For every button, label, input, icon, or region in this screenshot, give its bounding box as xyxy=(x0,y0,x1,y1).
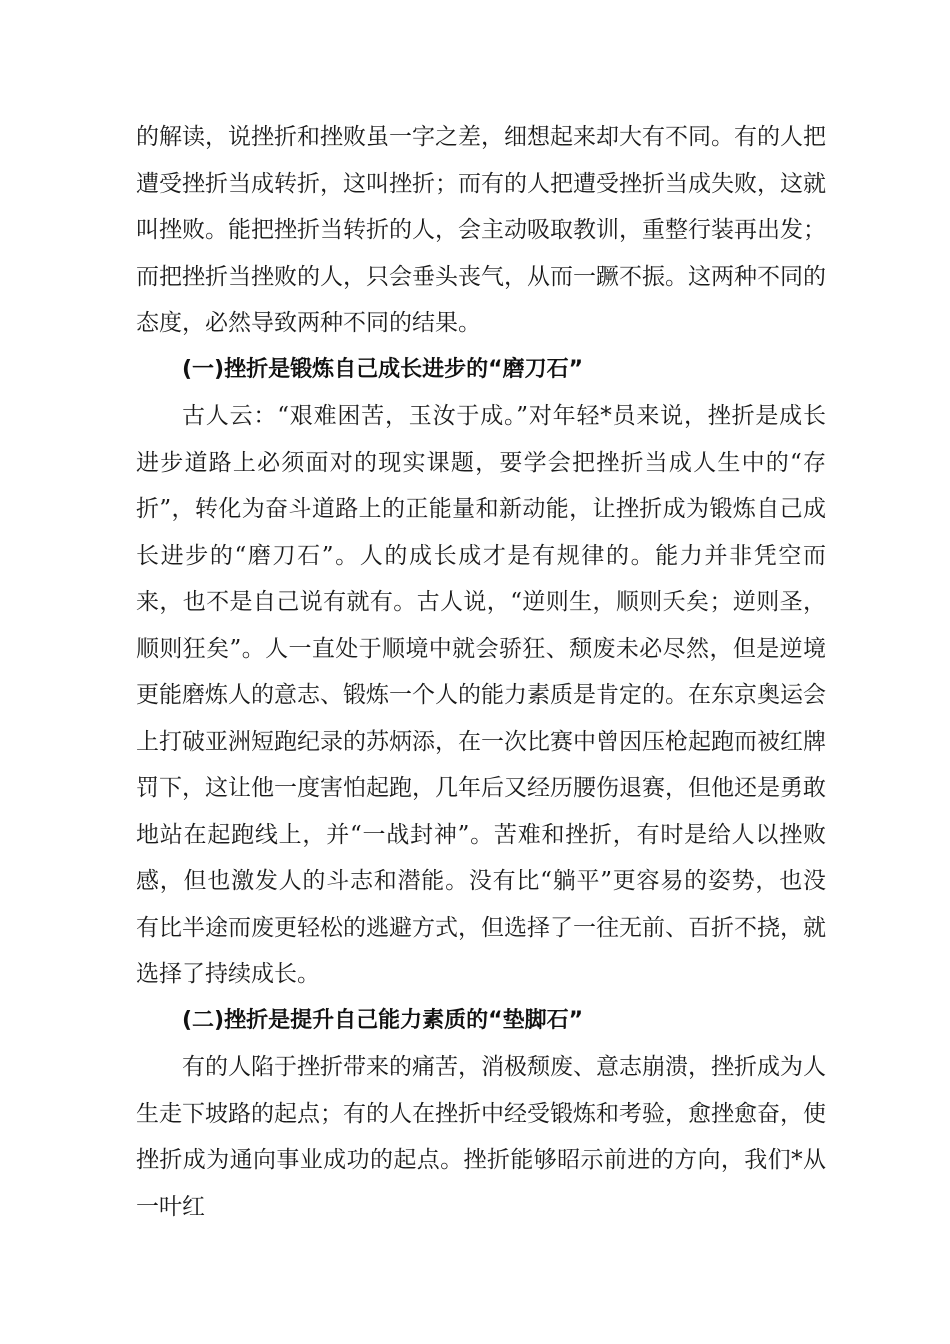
section-heading-whetstone: (一)挫折是锻炼自己成长进步的“磨刀石” xyxy=(182,356,584,382)
paragraph-intro-continuation: 的解读，说挫折和挫败虽一字之差，细想起来却大有不同。有的人把遭受挫折当成转折，这叫挫折；而有的人把遭受挫折当成失败，这就叫挫败。能把挫折当转折的人，会主动吸取教训，重整行装再出发；而把挫折当挫败的人，只会垂头丧气，从而一蹶不振。这两种不同的态度，必然导致两种不同的结果。 xyxy=(136,124,826,336)
paragraph-whetstone: 古人云：“艰难困苦，玉汝于成。”对年轻*员来说，挫折是成长进步道路上必须面对的现实课题，要学会把挫折当成人生中的“存折”，转化为奋斗道路上的正能量和新动能，让挫折成为锻炼自己成长进步的“磨刀石”。人的成长成才是有规律的。能力并非凭空而来，也不是自己说有就有。古人说，“逆则生，顺则夭矣；逆则圣，顺则狂矣”。人一直处于顺境中就会骄狂、颓废未必尽然，但是逆境更能磨炼人的意志、锻炼一个人的能力素质是肯定的。在东京奥运会上打破亚洲短跑纪录的苏炳添，在一次比赛中曾因压枪起跑而被红牌罚下，这让他一度害怕起跑，几年后又经历腰伤退赛，但他还是勇敢地站在起跑线上，并“一战封神”。苦难和挫折，有时是给人以挫败感，但也激发人的斗志和潜能。没有比“躺平”更容易的姿势，也没有比半途而废更轻松的逃避方式，但选择了一往无前、百折不挠，就选择了持续成长。 xyxy=(136,403,826,987)
section-heading-stepping-stone: (二)挫折是提升自己能力素质的“垫脚石” xyxy=(182,1007,584,1033)
paragraph-stepping-stone: 有的人陷于挫折带来的痛苦，消极颓废、意志崩溃，挫折成为人生走下坡路的起点；有的人在挫折中经受锻炼和考验，愈挫愈奋，使挫折成为通向事业成功的起点。挫折能够昭示前进的方向，我们*从一叶红 xyxy=(136,1054,826,1220)
document-body xyxy=(136,114,826,1230)
